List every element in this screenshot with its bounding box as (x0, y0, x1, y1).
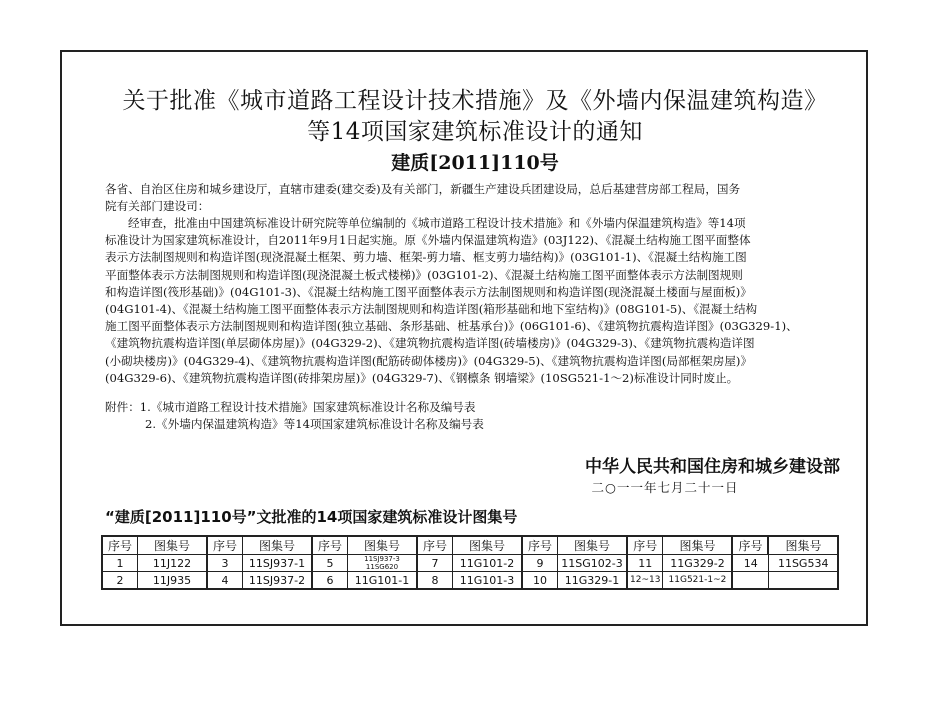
header-code: 图集号 (558, 536, 628, 555)
cell-no: 5 (312, 555, 348, 572)
atlas-number-table (101, 535, 839, 590)
body-line: 《建筑物抗震构造详图(单层砌体房屋)》(04G329-2)、《建筑物抗震构造详图(砖墙楼房)》(04G329-3)、《建筑物抗震构造详图 (105, 336, 755, 351)
header-no: 序号 (102, 536, 138, 555)
cell-no: 11 (627, 555, 663, 572)
body-line: 施工图平面整体表示方法制图规则和构造详图(独立基础、条形基础、桩基承台)》(06G101-6)、《建筑物抗震构造详图》(03G329-1)、 (105, 319, 798, 334)
cell-no: 2 (102, 572, 138, 590)
header-no: 序号 (312, 536, 348, 555)
cell-code: 11SG534 (768, 555, 838, 572)
notice-title-line1: 关于批准《城市道路工程设计技术措施》及《外墙内保温建筑构造》 (122, 88, 828, 114)
addressee-line: 各省、自治区住房和城乡建设厅，直辖市建委(建交委)及有关部门，新疆生产建设兵团建设局，总后基建营房部工程局，国务 (105, 182, 741, 196)
issuing-authority: 中华人民共和国住房和城乡建设部 (585, 457, 840, 477)
cell-no: 1 (102, 555, 138, 572)
body-line: (小砌块楼房)》(04G329-4)、《建筑物抗震构造详图(配筋砖砌体楼房)》(04G329-5)、《建筑物抗震构造详图(局部框架房屋)》 (105, 353, 753, 368)
attachment-1: 附件：1.《城市道路工程设计技术措施》国家建筑标准设计名称及编号表 (105, 400, 476, 414)
header-code: 图集号 (138, 536, 208, 555)
cell-code: 11G329-1 (558, 572, 628, 590)
cell-no: 10 (522, 572, 558, 590)
body-line: (04G101-4)、《混凝土结构施工图平面整体表示方法制图规则和构造详图(箱形基础和地下室结构)》(08G101-5)、《混凝土结构 (105, 302, 758, 317)
header-code: 图集号 (243, 536, 313, 555)
cell-code: 11J122 (138, 555, 208, 572)
cell-code: 11G101-2 (453, 555, 523, 572)
cell-no: 8 (417, 572, 453, 590)
header-no: 序号 (627, 536, 663, 555)
table-title: “建质[2011]110号”文批准的14项国家建筑标准设计图集号 (105, 508, 518, 526)
cell-code: 11G101-1 (348, 572, 418, 590)
cell-code-a: 11SJ937-3 (364, 555, 400, 563)
notice-title-line2: 等14项国家建筑标准设计的通知 (307, 119, 643, 145)
header-code: 图集号 (768, 536, 838, 555)
body-line: 和构造详图(筏形基础)》(04G101-3)、《混凝土结构施工图平面整体表示方法制图规则和构造详图(现浇混凝土楼面与屋面板)》 (105, 284, 752, 299)
cell-code: 11SJ937-2 (243, 572, 313, 590)
table-header-row (102, 536, 838, 555)
cell-code: 11SG102-3 (558, 555, 628, 572)
header-code: 图集号 (453, 536, 523, 555)
header-no: 序号 (417, 536, 453, 555)
body-line: 标准设计为国家建筑标准设计，自2011年9月1日起实施。原《外墙内保温建筑构造》(03J122)、《混凝土结构施工图平面整体 (105, 233, 751, 248)
table-row (102, 555, 838, 572)
cell-no: 4 (207, 572, 243, 590)
cell-no: 12~13 (627, 572, 663, 590)
body-line: (04G329-6)、《建筑物抗震构造详图(砖排架房屋)》(04G329-7)、《钢檩条 钢墙梁》(10SG521-1～2)标准设计同时废止。 (105, 370, 739, 385)
cell-no (732, 572, 768, 590)
cell-code: 11G521-1~2 (663, 572, 733, 590)
issue-date: 二○一一年七月二十一日 (591, 480, 739, 495)
cell-code-double (348, 555, 418, 572)
cell-no: 14 (732, 555, 768, 572)
header-no: 序号 (207, 536, 243, 555)
addressee-paragraph (105, 181, 845, 215)
header-code: 图集号 (663, 536, 733, 555)
cell-no: 9 (522, 555, 558, 572)
body-line: 经审查，批准由中国建筑标准设计研究院等单位编制的《城市道路工程设计技术措施》和《外墙内保温建筑构造》等14项 (128, 216, 746, 230)
document-number: 建质[2011]110号 (391, 152, 559, 174)
body-line: 平面整体表示方法制图规则和构造详图(现浇混凝土板式楼梯)》(03G101-2)、《混凝土结构施工图平面整体表示方法制图规则 (105, 267, 743, 282)
cell-code: 11G329-2 (663, 555, 733, 572)
body-paragraph (105, 215, 850, 387)
attachment-2: 2.《外墙内保温建筑构造》等14项国家建筑标准设计名称及编号表 (145, 417, 484, 431)
cell-code: 11J935 (138, 572, 208, 590)
cell-code (768, 572, 838, 590)
header-no: 序号 (732, 536, 768, 555)
cell-code: 11G101-3 (453, 572, 523, 590)
cell-no: 7 (417, 555, 453, 572)
addressee-line: 院有关部门建设司： (105, 199, 210, 214)
header-no: 序号 (522, 536, 558, 555)
cell-code: 11SJ937-1 (243, 555, 313, 572)
body-line: 表示方法制图规则和构造详图(现浇混凝土框架、剪力墙、框架-剪力墙、框支剪力墙结构)》(03G101-1)、《混凝土结构施工图 (105, 250, 747, 265)
header-code: 图集号 (348, 536, 418, 555)
cell-no: 3 (207, 555, 243, 572)
cell-code-b: 11SG620 (365, 563, 399, 571)
cell-no: 6 (312, 572, 348, 590)
table-row (102, 572, 838, 590)
